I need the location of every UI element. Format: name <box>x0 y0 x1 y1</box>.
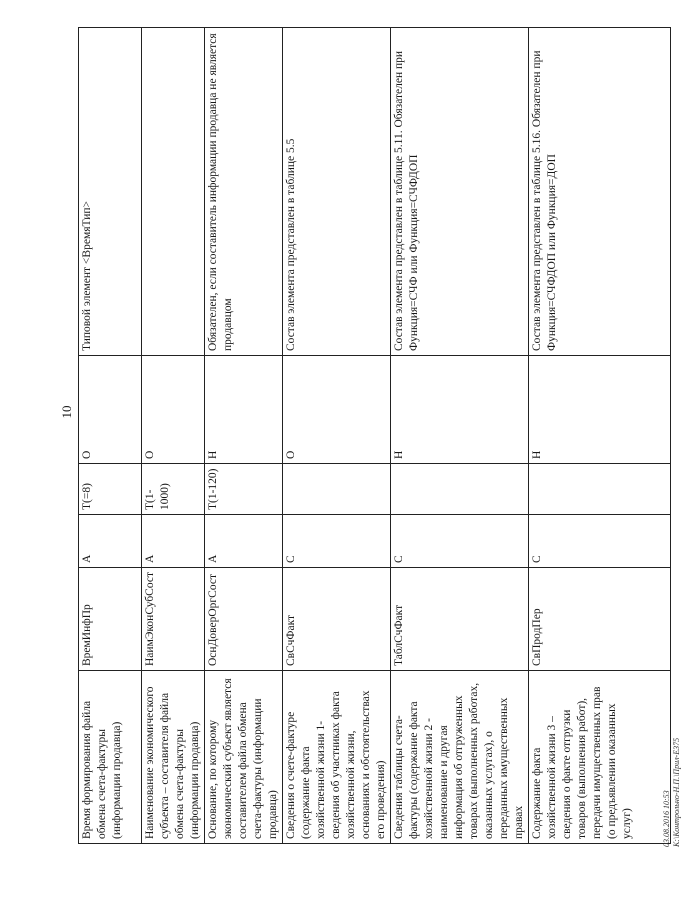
element-required-cell: Н <box>391 356 529 464</box>
element-code-cell: ВремИнфПр <box>79 568 142 671</box>
element-required-cell: О <box>283 356 391 464</box>
element-format-cell <box>391 464 529 515</box>
element-attr-cell: А <box>142 515 205 568</box>
table-row <box>205 28 283 844</box>
element-note-cell: Состав элемента представлен в таблице 5.16. Обязателен при Функция=СЧФДОП или Функция=ДОП <box>529 28 671 356</box>
element-note-cell: Типовой элемент <ВремяТип> <box>79 28 142 356</box>
rotated-page-content <box>56 27 696 847</box>
element-format-cell: T(1-1000) <box>142 464 205 515</box>
print-file-path: К:\Контрольно-Н.П.\Прил-Е375 <box>672 737 681 847</box>
element-attr-cell: А <box>79 515 142 568</box>
element-format-cell <box>529 464 671 515</box>
print-timestamp: 03.08.2016 10:53 <box>662 790 671 847</box>
element-format-cell: T(1-120) <box>205 464 283 515</box>
print-footer <box>662 647 682 847</box>
element-format-cell <box>283 464 391 515</box>
element-code-cell: НаимЭконСубСост <box>142 568 205 671</box>
page-number: 10 <box>59 405 74 419</box>
element-attr-cell: А <box>205 515 283 568</box>
element-required-cell: Н <box>529 356 671 464</box>
element-note-cell: Состав элемента представлен в таблице 5.11. Обязателен при Функция=СЧФ или Функция=СЧФДОП <box>391 28 529 356</box>
table-row <box>391 28 529 844</box>
element-code-cell: СвПродПер <box>529 568 671 671</box>
element-attr-cell: С <box>529 515 671 568</box>
element-required-cell: О <box>142 356 205 464</box>
element-note-cell: Состав элемента представлен в таблице 5.5 <box>283 28 391 356</box>
element-name-cell: Основание, по которому экономический субъект является составителем файла обмена счета-фактуры (информации продавца) <box>205 671 283 844</box>
element-note-cell: Обязателен, если составитель информации продавца не является продавцом <box>205 28 283 356</box>
element-note-cell <box>142 28 205 356</box>
element-name-cell: Время формирования файла обмена счета-фактуры (информации продавца) <box>79 671 142 844</box>
element-name-cell: Наименование экономического субъекта – составителя файла обмена счета-фактуры (информации продавца) <box>142 671 205 844</box>
element-required-cell: О <box>79 356 142 464</box>
spec-table <box>78 27 671 844</box>
element-code-cell: СвСчФакт <box>283 568 391 671</box>
element-format-cell: T(=8) <box>79 464 142 515</box>
element-name-cell: Сведения таблицы счета-фактуры (содержание факта хозяйственной жизни 2 - наименование и другая информация об отгруженных товарах (выполненных работах, оказанных услугах), о переданных имущественных правах <box>391 671 529 844</box>
element-attr-cell: С <box>391 515 529 568</box>
element-name-cell: Содержание факта хозяйственной жизни 3 – сведения о факте отгрузки товаров (выполнения работ), передачи имущественных прав (о предъявлении оказанных услуг) <box>529 671 671 844</box>
element-code-cell: ТаблСчФакт <box>391 568 529 671</box>
table-row <box>79 28 142 844</box>
element-required-cell: Н <box>205 356 283 464</box>
element-name-cell: Сведения о счете-фактуре (содержание факта хозяйственной жизни 1- сведения об участниках факта хозяйственной жизни, основаниях и обстоятельствах его проведения) <box>283 671 391 844</box>
table-row <box>529 28 671 844</box>
table-row <box>142 28 205 844</box>
element-code-cell: ОснДоверОргСост <box>205 568 283 671</box>
table-row <box>283 28 391 844</box>
element-attr-cell: С <box>283 515 391 568</box>
